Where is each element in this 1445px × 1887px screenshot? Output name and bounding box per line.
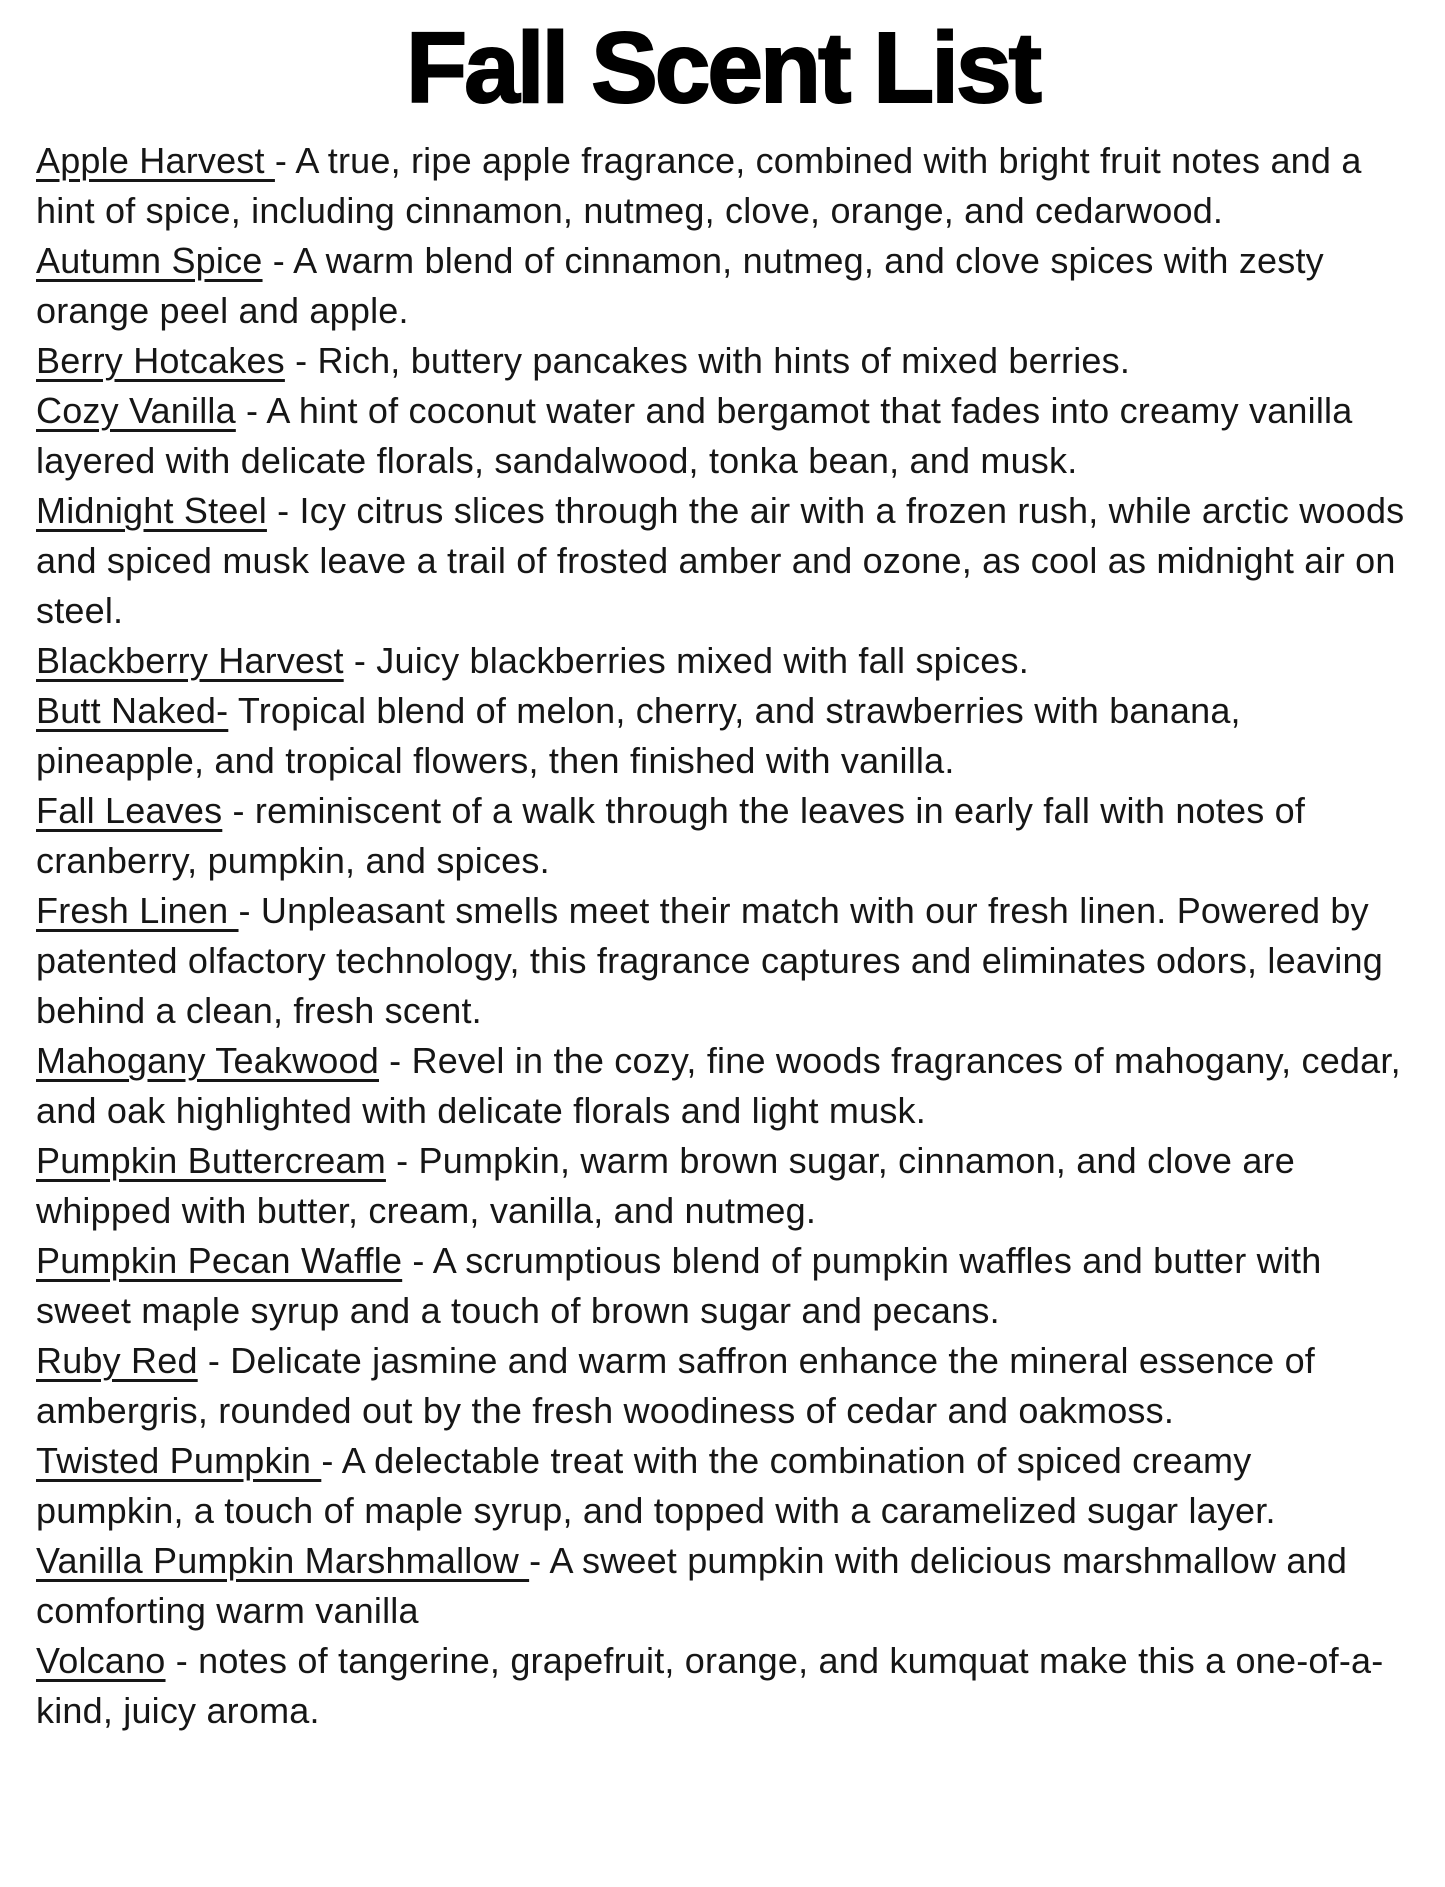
- scent-description: - A scrumptious blend of pumpkin waffles and butter with sweet maple syrup and a touch of brown sugar and pecans.: [36, 1240, 1322, 1331]
- scent-description: - A true, ripe apple fragrance, combined with bright fruit notes and a hint of spice, including cinnamon, nutmeg, clove, orange, and cedarwood.: [36, 140, 1362, 231]
- scent-name: Butt Naked-: [36, 690, 229, 731]
- scent-description: - notes of tangerine, grapefruit, orange, and kumquat make this a one-of-a-kind, juicy aroma.: [36, 1640, 1384, 1731]
- scent-description: - Unpleasant smells meet their match with our fresh linen. Powered by patented olfactory technology, this fragrance captures and eliminates odors, leaving behind a clean, fresh scent.: [36, 890, 1383, 1031]
- scent-description: - Rich, buttery pancakes with hints of mixed berries.: [284, 340, 1131, 381]
- scent-description: - Icy citrus slices through the air with a frozen rush, while arctic woods and spiced musk leave a trail of frosted amber and ozone, as cool as midnight air on steel.: [36, 490, 1405, 631]
- scent-name: Midnight Steel: [36, 490, 267, 531]
- scent-name: Pumpkin Buttercream: [36, 1140, 386, 1181]
- scent-name: Fresh Linen: [36, 890, 239, 931]
- scent-description: - Pumpkin, warm brown sugar, cinnamon, and clove are whipped with butter, cream, vanilla, and nutmeg.: [36, 1140, 1295, 1231]
- scent-description: - A warm blend of cinnamon, nutmeg, and clove spices with zesty orange peel and apple.: [36, 240, 1324, 331]
- scent-name: Fall Leaves: [36, 790, 223, 831]
- scent-entry: [36, 486, 1409, 636]
- scent-entry: [36, 136, 1409, 236]
- scent-entry: [36, 236, 1409, 336]
- scent-name: Ruby Red: [36, 1340, 198, 1381]
- page-title: Fall Scent List: [406, 12, 1039, 124]
- scent-name: Mahogany Teakwood: [36, 1040, 379, 1081]
- scent-name: Autumn Spice: [36, 240, 263, 281]
- scent-description: - Revel in the cozy, fine woods fragrances of mahogany, cedar, and oak highlighted with delicate florals and light musk.: [36, 1040, 1401, 1131]
- scent-entry: [36, 1636, 1409, 1736]
- scent-entry: [36, 886, 1409, 1036]
- scent-description: - reminiscent of a walk through the leaves in early fall with notes of cranberry, pumpkin, and spices.: [36, 790, 1306, 881]
- scent-description: - A delectable treat with the combination of spiced creamy pumpkin, a touch of maple syrup, and topped with a caramelized sugar layer.: [36, 1440, 1276, 1531]
- document-page: [0, 12, 1445, 1887]
- scent-name: Pumpkin Pecan Waffle: [36, 1240, 403, 1281]
- scent-entry: [36, 1536, 1409, 1636]
- scent-name: Apple Harvest: [36, 140, 275, 181]
- scent-list: [0, 132, 1445, 1736]
- scent-entry: [36, 336, 1409, 386]
- scent-description: - A hint of coconut water and bergamot that fades into creamy vanilla layered with delicate florals, sandalwood, tonka bean, and musk.: [36, 390, 1353, 481]
- scent-entry: [36, 1436, 1409, 1536]
- scent-entry: [36, 386, 1409, 486]
- scent-name: Twisted Pumpkin: [36, 1440, 322, 1481]
- scent-name: Cozy Vanilla: [36, 390, 236, 431]
- scent-name: Volcano: [36, 1640, 166, 1681]
- scent-description: - Juicy blackberries mixed with fall spices.: [343, 640, 1029, 681]
- scent-entry: [36, 1336, 1409, 1436]
- scent-name: Berry Hotcakes: [36, 340, 285, 381]
- scent-description: - Delicate jasmine and warm saffron enhance the mineral essence of ambergris, rounded out by the fresh woodiness of cedar and oakmoss.: [36, 1340, 1315, 1431]
- scent-entry: [36, 1236, 1409, 1336]
- scent-name: Vanilla Pumpkin Marshmallow: [36, 1540, 530, 1581]
- scent-entry: [36, 786, 1409, 886]
- scent-entry: [36, 686, 1409, 786]
- scent-entry: [36, 1036, 1409, 1136]
- scent-entry: [36, 636, 1409, 686]
- scent-name: Blackberry Harvest: [36, 640, 344, 681]
- scent-description: Tropical blend of melon, cherry, and strawberries with banana, pineapple, and tropical flowers, then finished with vanilla.: [36, 690, 1241, 781]
- scent-entry: [36, 1136, 1409, 1236]
- scent-description: - A sweet pumpkin with delicious marshmallow and comforting warm vanilla: [36, 1540, 1348, 1631]
